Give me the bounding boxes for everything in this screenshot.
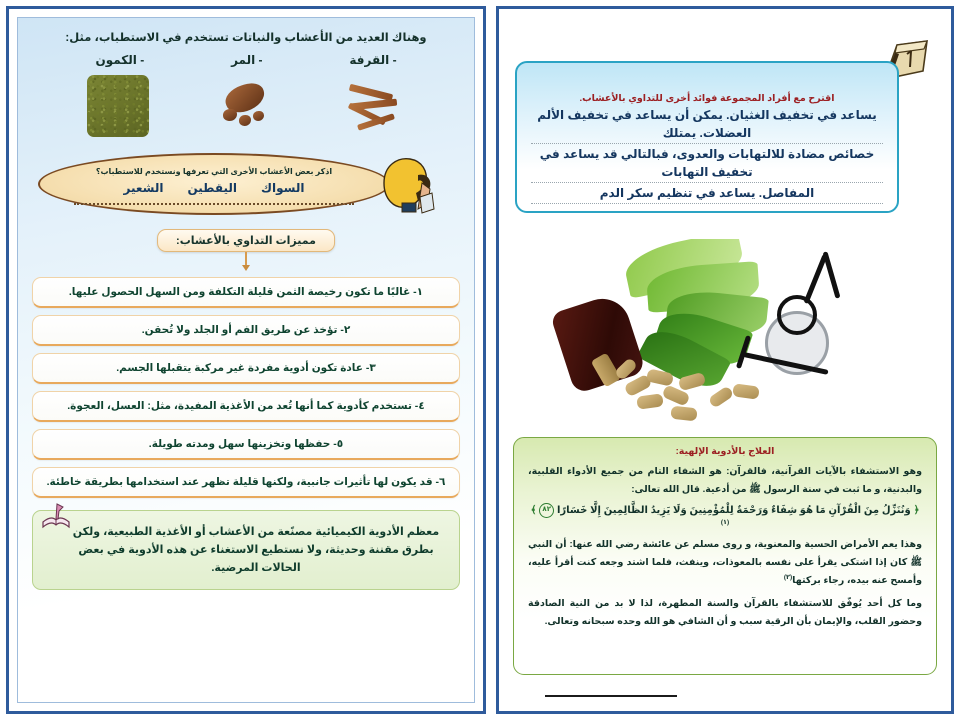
features-title-badge: مميزات التداوي بالأعشاب:: [157, 229, 335, 252]
paragraph-2-footnote: (٢): [783, 573, 793, 581]
herb-label-cumin: - الكمون: [95, 53, 145, 67]
aloe-vera-pills-bottle-stethoscope-photo: [529, 239, 921, 429]
question-oval: [38, 153, 390, 215]
herb-image-row: [54, 73, 438, 139]
divine-box-paragraph-1: وهو الاستشفاء بالآيات القرآنية، فالقرآن: هو الشفاء التام من جميع الأدواء القلبية، والبدنية، و ما ثبت في سنة الرسول ﷺ من أدعية. قال الله تعالى:: [528, 466, 922, 495]
herb-label-row: [52, 53, 440, 67]
medicine-bottle: [550, 292, 646, 395]
chemical-medicine-note-text: معظم الأدوية الكيميائية مصنًعة من الأعشاب أو الأغذية الطبيعية، ولكن بطرق مقننة وحديثة، ولا نستطيع الاستغناء عن هذه الأدوية في بعض الحالات المرضية.: [72, 526, 440, 575]
divine-box-paragraph-2-text: وهذا يعم الأمراض الحسية والمعنوية، و روى مسلم عن عائشة رضي الله عنها: أن النبي ﷺ كان إذا اشتكى يقرأ على نفسه بالمعوذات، وينفث، فلما اشتد وجعه كنت أقرأ عليه، وأمسح عنه بيده، رجاء بركتها: [528, 539, 922, 586]
left-page-content: [17, 17, 475, 703]
features-title-row: [18, 229, 474, 275]
oval-answer-line: [74, 201, 354, 205]
intro-text: وهناك العديد من الأعشاب والنباتات تستخدم في الاستطباب، مثل:: [65, 32, 427, 44]
divine-box-title: العلاج بالأدوية الإلهية:: [675, 446, 775, 457]
feature-item: ١- غالبًا ما تكون رخيصة الثمن قليلة التكلفة ومن السهل الحصول عليها.: [32, 277, 460, 308]
divine-box-paragraph-2: [528, 536, 922, 589]
feature-item: ٣- عادة تكون أدوية مفردة غير مركبة يتقبلها الجسم.: [32, 353, 460, 384]
thinking-head-question-icon: [378, 153, 436, 215]
activity-answer-box: [515, 61, 899, 213]
right-page: [492, 0, 960, 720]
right-page-frame: [496, 6, 954, 714]
answer-line-3: المفاصل. يساعد في تنظيم سكر الدم: [531, 184, 883, 204]
activity-answer: [531, 106, 883, 204]
oval-answer-siwak: السواك: [261, 181, 305, 195]
feature-item: ٢- تؤخذ عن طريق الفم أو الجلد ولا تُحقن.: [32, 315, 460, 346]
oval-answer-pumpkin: اليقطين: [187, 181, 238, 195]
activity-prompt: اقترح مع أفراد المجموعة فوائد أخرى للتداوي بالأعشاب.: [579, 93, 835, 104]
features-list: [32, 277, 460, 498]
divine-medicine-box: [513, 437, 937, 675]
feature-item: ٥- حفظها وتخزينها سهل ومدته طويلة.: [32, 429, 460, 460]
quran-verse: [528, 503, 922, 531]
divine-box-paragraph-3: وما كل أحد يُوفّق للاستشفاء بالقرآن والسنة المطهرة، لذا لا بد من النية الصادقة وحضور القلب، والإيمان بأن الرقية سبب و أن الشافي هو الله وحده سبحانه وتعالى.: [528, 598, 922, 627]
herb-label-myrrh: - المر: [231, 53, 263, 67]
left-page-frame: [6, 6, 486, 714]
verse-close-brace: ﴾: [530, 505, 537, 517]
verse-text: وَنُنَزِّلُ مِنَ الْقُرْآنِ مَا هُوَ شِفَاءٌ وَرَحْمَةٌ لِلْمُؤْمِنِينَ وَلَا يَزِيدُ الظَّالِمِينَ إِلَّا خَسَارًا: [556, 505, 911, 517]
verse-number: ٨٢: [539, 503, 554, 518]
verse-open-brace: ﴿: [913, 505, 920, 517]
feature-item: ٦- قد يكون لها تأثيرات جانبية، ولكنها قليلة تظهر عند استخدامها بطريقة خاطئة.: [32, 467, 460, 498]
feature-item: ٤- تستخدم كأدوية كما أنها تُعد من الأغذية المفيدة، مثل: العسل، العجوة.: [32, 391, 460, 422]
myrrh-resin-image: [215, 75, 277, 137]
oval-answers: [40, 181, 388, 195]
oval-answer-barley: الشعير: [123, 181, 164, 195]
answer-line-2: خصائص مضادة للالتهابات والعدوى، فبالتالي قد يساعد في تخفيف التهابات: [531, 145, 883, 183]
oval-question-text: اذكر بعض الأعشاب الأخرى التي تعرفها ونستخدم للاستطباب؟: [95, 167, 333, 176]
question-oval-wrap: [30, 149, 462, 221]
herb-label-cinnamon: - القرفة: [349, 53, 397, 67]
open-book-icon: [41, 502, 71, 532]
cumin-seeds-image: [87, 75, 149, 137]
bottom-rule: [545, 695, 677, 697]
cinnamon-sticks-image: [343, 75, 405, 137]
answer-line-1: يساعد في تخفيف الغثيان. يمكن أن يساعد في تخفيف الألم العضلات. يمتلك: [531, 106, 883, 144]
verse-footnote: (١): [720, 519, 730, 527]
chemical-medicine-note: [32, 510, 460, 590]
